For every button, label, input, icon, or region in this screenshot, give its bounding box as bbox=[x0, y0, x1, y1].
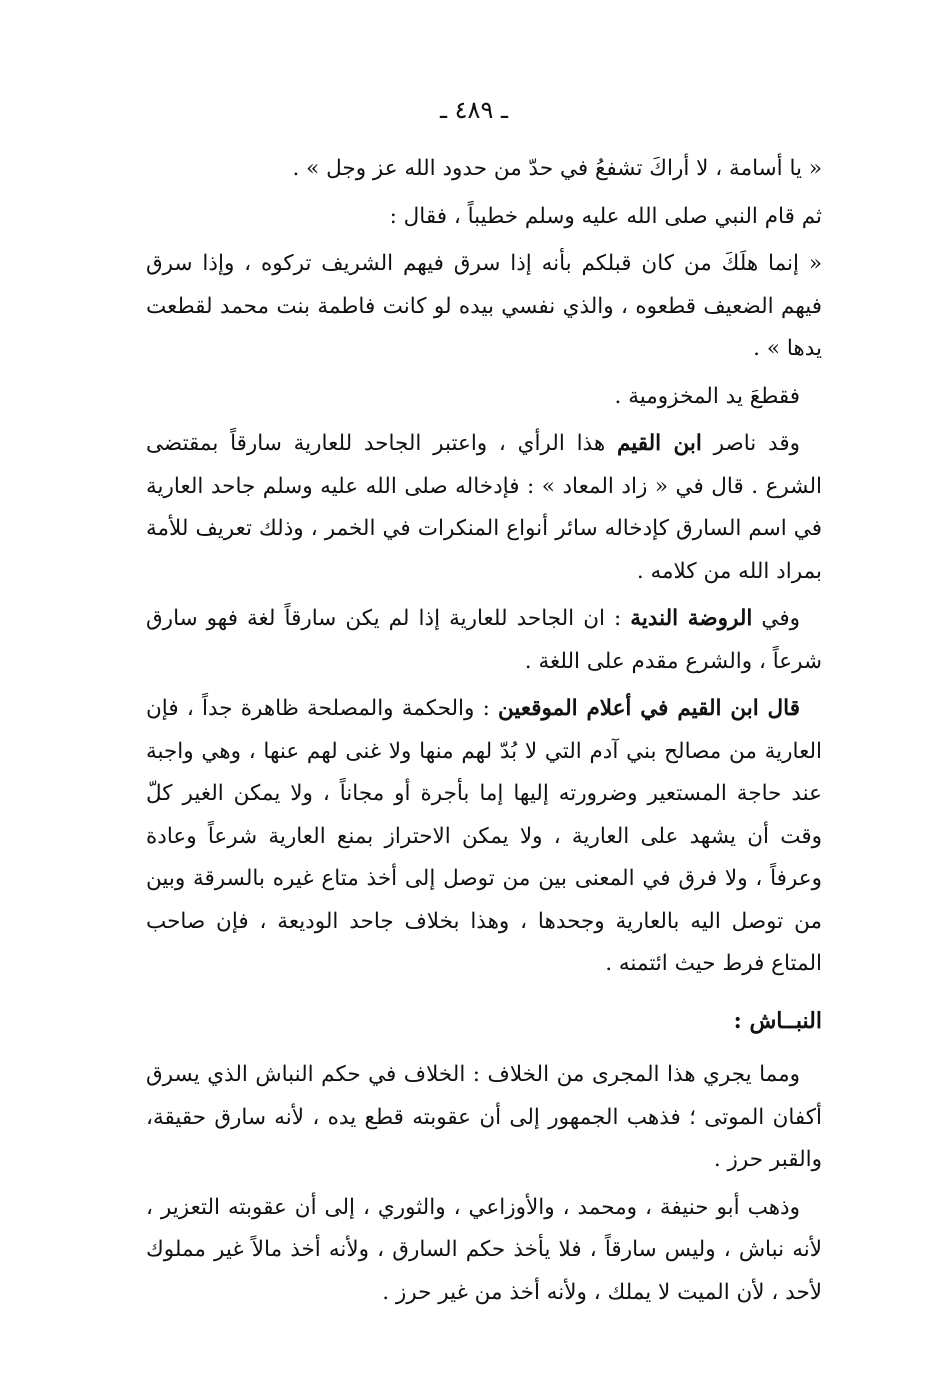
paragraph-text: : ان الجاحد للعارية إذا لم يكن سارقاً لغة فهو سارق شرعاً ، والشرع مقدم على اللغة . bbox=[146, 606, 822, 674]
paragraph-text: هذا الرأي ، واعتبر الجاحد للعارية سارقاً بمقتضى الشرع . قال في « زاد المعاد » : فإدخاله صلى الله عليه وسلم جاحد العارية في اسم السارق كإدخاله سائر أنواع المنكرات في الخمر ، وذلك تعريف للأمة بمراد الله من كلامه . bbox=[146, 431, 822, 584]
bold-title: الروضة الندية bbox=[630, 606, 753, 631]
paragraph-text: : والحكمة والمصلحة ظاهرة جداً ، فإن العارية من مصالح بني آدم التي لا بُدّ لهم منها ولا غنى لهم عنها ، وهي واجبة عند حاجة المستعير وضرورته إليها إما بأجرة أو مجاناً ، ولا يمكن الغير كلّ وقت أن يشهد على العارية ، ولا يمكن الاحتراز بمنع العارية شرعاً وعادة وعرفاً ، ولا فرق في المعنى بين من توصل إلى أخذ متاع غيره بالسرقة وبين من توصل اليه بالعارية وجحدها ، وهذا بخلاف جاحد الوديعة ، فإن صاحب المتاع فرط حيث ائتمنه . bbox=[146, 696, 822, 976]
paragraph bbox=[146, 598, 822, 683]
paragraph: فقطعَ يد المخزومية . bbox=[614, 383, 800, 409]
paragraph: ثم قام النبي صلى الله عليه وسلم خطيباً ، فقال : bbox=[389, 203, 822, 229]
paragraph-text: وفي bbox=[752, 606, 800, 631]
bold-citation: قال ابن القيم في أعلام الموقعين bbox=[498, 696, 801, 721]
paragraph-text: وقد ناصر bbox=[701, 431, 800, 456]
paragraph: « إنما هلَكَ من كان قبلكم بأنه إذا سرق فيهم الشريف تركوه ، وإذا سرق فيهم الضعيف قطعوه ، والذي نفسي بيده لو كانت فاطمة بنت محمد لقطعت يدها » . bbox=[146, 251, 822, 361]
page-number: ـ ٤٨٩ ـ bbox=[439, 96, 508, 124]
section-heading: النبــاش : bbox=[733, 1007, 822, 1034]
paragraph: وذهب أبو حنيفة ، ومحمد ، والأوزاعي ، والثوري ، إلى أن عقوبته التعزير ، لأنه نباش ، وليس سارقاً ، فلا يأخذ حكم السارق ، ولأنه أخذ مالاً غير مملوك لأحد ، لأن الميت لا يملك ، ولأنه أخذ من غير حرز . bbox=[146, 1194, 822, 1305]
body-text bbox=[146, 148, 822, 1319]
paragraph bbox=[146, 688, 822, 986]
bold-name: ابن القيم bbox=[616, 431, 702, 456]
paragraph: « يا أسامة ، لا أراكَ تشفعُ في حدّ من حدود الله عز وجل » . bbox=[292, 156, 822, 181]
paragraph bbox=[146, 423, 822, 593]
paragraph: ومما يجري هذا المجرى من الخلاف : الخلاف في حكم النباش الذي يسرق أكفان الموتى ؛ فذهب الجمهور إلى أن عقوبته قطع يده ، لأنه سارق حقيقة، والقبر حرز . bbox=[146, 1062, 822, 1172]
